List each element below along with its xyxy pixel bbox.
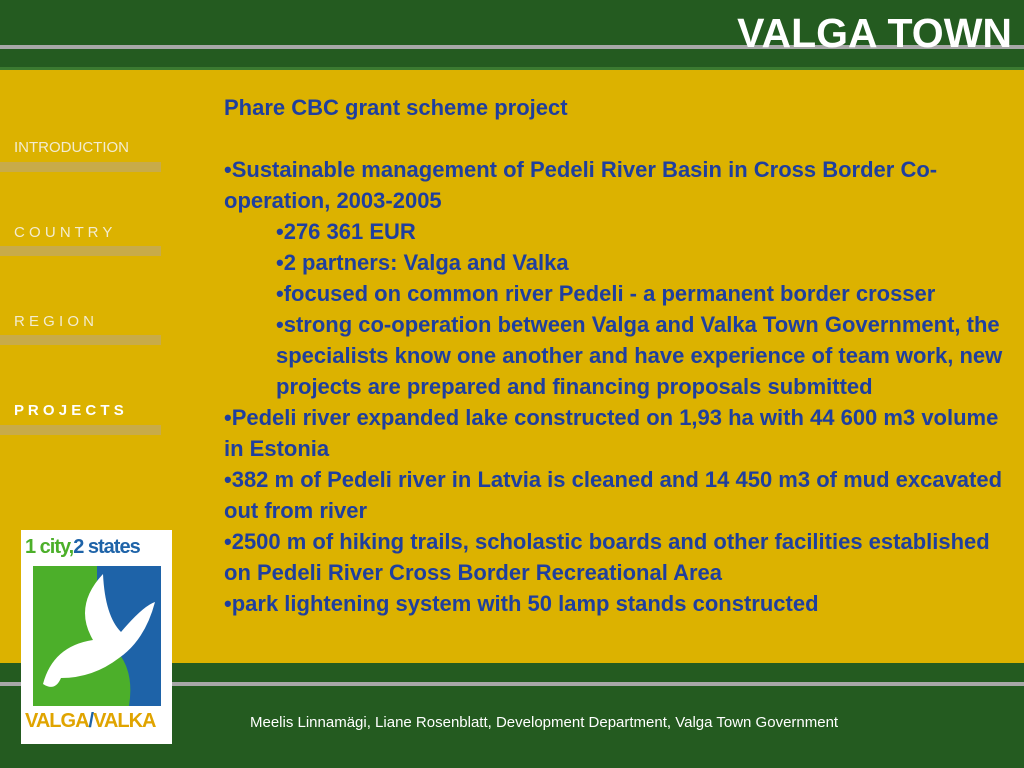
header-rule-lower	[0, 67, 1024, 70]
nav-divider	[0, 246, 161, 256]
spacer	[224, 123, 1014, 154]
nav-item-country[interactable]: C O U N T R Y	[14, 224, 113, 241]
sub-bullet-item: •2 partners: Valga and Valka	[276, 250, 569, 275]
nav-divider	[0, 425, 161, 435]
bullet-item: •park lightening system with 50 lamp stands constructed	[224, 591, 819, 616]
bird-emblem-icon	[33, 566, 161, 706]
valga-valka-logo	[21, 530, 172, 744]
sub-bullet-item: •strong co-operation between Valga and Valka Town Government, the specialists know one another and have experience of team work, new projects are prepared and financing proposals submitted	[276, 312, 1003, 399]
footer-credits: Meelis Linnamägi, Liane Rosenblatt, Development Department, Valga Town Government	[250, 714, 839, 731]
logo-slogan: 1 city,2 states	[25, 536, 140, 558]
content-heading: Phare CBC grant scheme project	[224, 95, 568, 120]
nav-item-introduction[interactable]: INTRODUCTION	[14, 139, 129, 156]
bullet-item: •Pedeli river expanded lake constructed on 1,93 ha with 44 600 m3 volume in Estonia	[224, 405, 999, 461]
bullet-item: •382 m of Pedeli river in Latvia is cleaned and 14 450 m3 of mud excavated out from river	[224, 467, 1003, 523]
bullet-item: •Sustainable management of Pedeli River Basin in Cross Border Co-operation, 2003-2005	[224, 157, 938, 213]
nav-divider	[0, 162, 161, 172]
nav-item-region[interactable]: R E G I O N	[14, 313, 95, 330]
page-title: VALGA TOWN	[737, 10, 1012, 56]
sub-bullet-item: •focused on common river Pedeli - a permanent border crosser	[276, 281, 936, 306]
nav-item-projects[interactable]: P R O J E C T S	[14, 402, 124, 419]
main-content	[224, 92, 1014, 619]
bullet-item: •2500 m of hiking trails, scholastic boards and other facilities established on Pedeli River Cross Border Recreational Area	[224, 529, 990, 585]
sub-bullet-item: •276 361 EUR	[276, 219, 416, 244]
nav-divider	[0, 335, 161, 345]
logo-wordmark: VALGA/VALKA	[25, 710, 156, 732]
